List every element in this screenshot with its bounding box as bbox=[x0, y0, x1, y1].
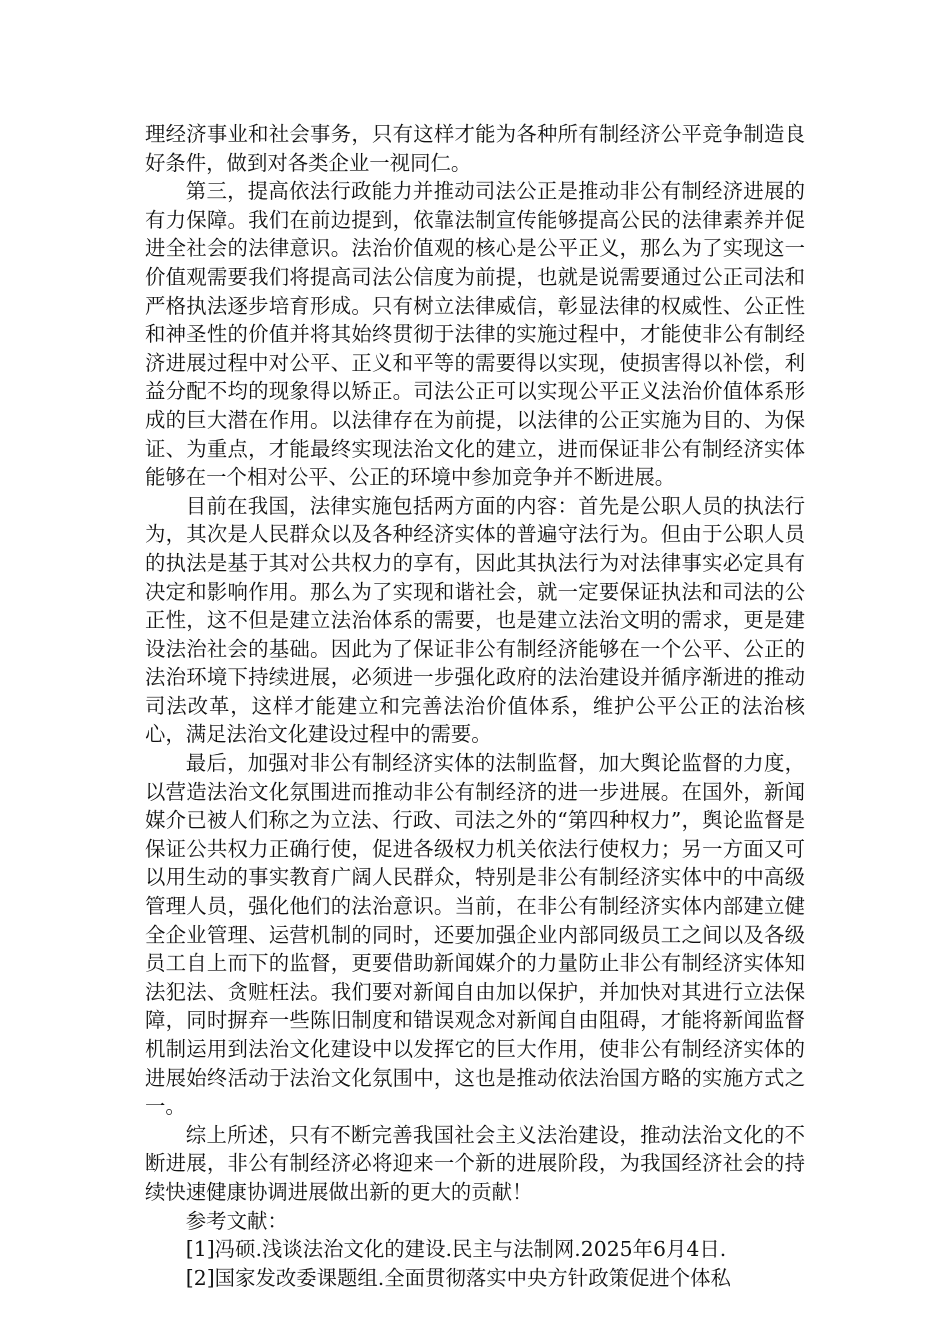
paragraph-2: 第三，提高依法行政能力并推动司法公正是推动非公有制经济进展的有力保障。我们在前边提到，依靠法制宣传能够提高公民的法律素养并促进全社会的法律意识。法治价值观的核心是公平正义，那么为了实现这一价值观需要我们将提高司法公信度为前提，也就是说需要通过公正司法和严格执法逐步培育形成。只有树立法律威信，彰显法律的权威性、公正性和神圣性的价值并将其始终贯彻于法律的实施过程中，才能使非公有制经济进展过程中对公平、正义和平等的需要得以实现，使损害得以补偿，利益分配不均的现象得以矫正。司法公正可以实现公平正义法治价值体系形成的巨大潜在作用。以法律存在为前提，以法律的公正实施为目的、为保证、为重点，才能最终实现法治文化的建立，进而保证非公有制经济实体能够在一个相对公平、公正的环境中参加竞争并不断进展。 bbox=[145, 179, 805, 490]
paragraph-3: 目前在我国，法律实施包括两方面的内容：首先是公职人员的执法行为，其次是人民群众以及各种经济实体的普遍守法行为。但由于公职人员的执法是基于其对公共权力的享有，因此其执法行为对法律事实必定具有决定和影响作用。那么为了实现和谐社会，就一定要保证执法和司法的公正性，这不但是建立法治体系的需要，也是建立法治文明的需求，更是建设法治社会的基础。因此为了保证非公有制经济能够在一个公平、公正的法治环境下持续进展，必须进一步强化政府的法治建设并循序渐进的推动司法改革，这样才能建立和完善法治价值体系，维护公平公正的法治核心，满足法治文化建设过程中的需要。 bbox=[145, 493, 805, 747]
references-title: 参考文献： bbox=[185, 1208, 288, 1233]
reference-2: [2]国家发改委课题组.全面贯彻落实中央方针政策促进个体私 bbox=[185, 1265, 731, 1290]
document-page bbox=[145, 120, 805, 1292]
paragraph-1: 理经济事业和社会事务，只有这样才能为各种所有制经济公平竞争制造良好条件，做到对各类企业一视同仁。 bbox=[145, 122, 805, 175]
paragraph-5: 综上所述，只有不断完善我国社会主义法治建设，推动法治文化的不断进展，非公有制经济必将迎来一个新的进展阶段，为我国经济社会的持续快速健康协调进展做出新的更大的贡献！ bbox=[145, 1122, 805, 1204]
paragraph-4: 最后，加强对非公有制经济实体的法制监督，加大舆论监督的力度，以营造法治文化氛围进而推动非公有制经济的进一步进展。在国外，新闻媒介已被人们称之为立法、行政、司法之外的“第四种权力”，舆论监督是保证公共权力正确行使，促进各级权力机关依法行使权力；另一方面又可以用生动的事实教育广阔人民群众，特别是非公有制经济实体中的中高级管理人员，强化他们的法治意识。当前，在非公有制经济实体内部建立健全企业管理、运营机制的同时，还要加强企业内部同级员工之间以及各级员工自上而下的监督，更要借助新闻媒介的力量防止非公有制经济实体知法犯法、贪赃枉法。我们要对新闻自由加以保护，并加快对其进行立法保障，同时摒弃一些陈旧制度和错误观念对新闻自由阻碍，才能将新闻监督机制运用到法治文化建设中以发挥它的巨大作用，使非公有制经济实体的进展始终活动于法治文化氛围中，这也是推动依法治国方略的实施方式之一。 bbox=[145, 751, 805, 1119]
reference-1: [1]冯硕.浅谈法治文化的建设.民主与法制网.2025年6月4日. bbox=[185, 1237, 727, 1262]
